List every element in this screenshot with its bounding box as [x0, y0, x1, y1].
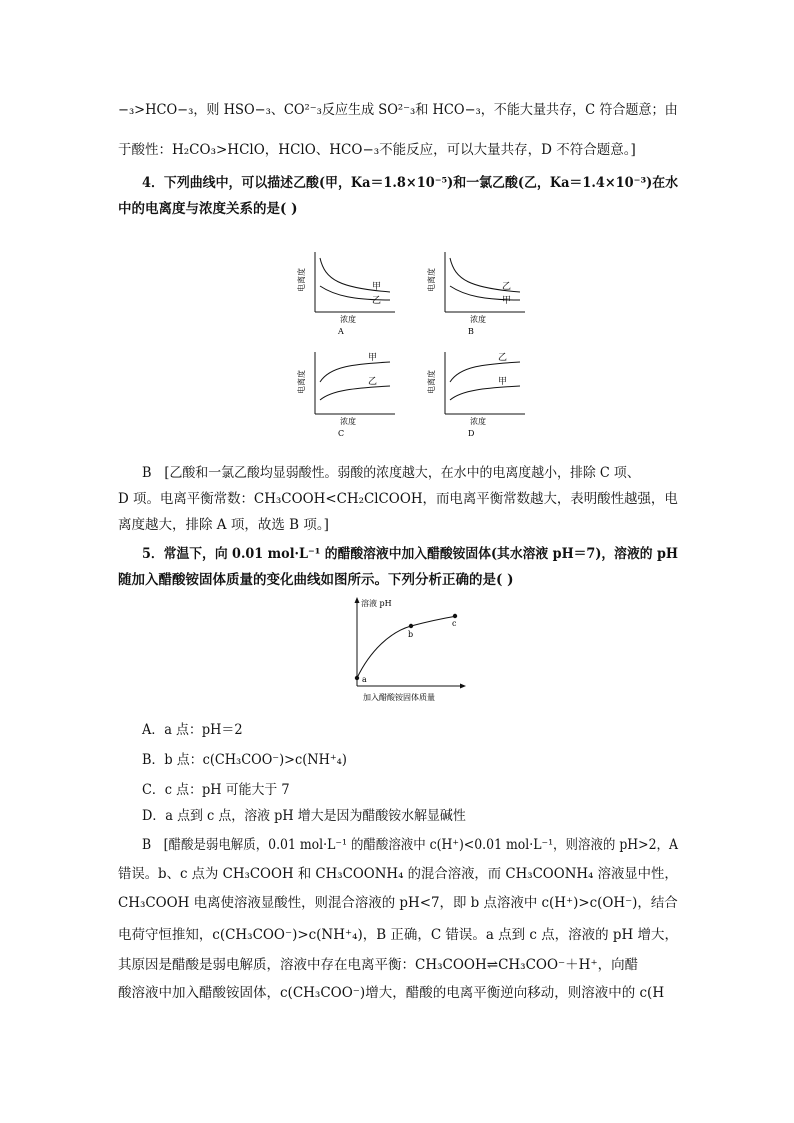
chart-d-ylabel: 电离度	[427, 370, 436, 394]
ph-chart-xlabel: 加入醋酸铵固体质量	[363, 693, 435, 702]
chart-d-curve-lower	[450, 386, 520, 400]
chart-a-title: A	[338, 327, 344, 336]
chart-d-xlabel: 浓度	[470, 417, 486, 426]
answer-4-line-2: D 项。电离平衡常数：CH₃COOH<CH₂ClCOOH，而电离平衡常数越大，表明酸性越强，电	[118, 491, 678, 507]
chart-c-series-2-label: 乙	[368, 377, 378, 387]
option-c: C．c 点：pH 可能大于 7	[142, 782, 290, 798]
answer-5-line-3: CH₃COOH 电离使溶液显酸性，则混合溶液的 pH<7，即 b 点溶液中 c(H⁺)>c(OH⁻)，结合	[118, 895, 678, 911]
chart-d-curve-upper	[450, 362, 520, 382]
answer-5-line-1: B [醋酸是弱电解质，0.01 mol·L⁻¹ 的醋酸溶液中 c(H⁺)<0.01 mol·L⁻¹，则溶液的 pH>2，A	[142, 837, 679, 853]
point-c-label: c	[452, 619, 457, 628]
chart-b-series-2-label: 甲	[502, 296, 512, 306]
option-a: A．a 点：pH＝2	[142, 722, 243, 738]
text-line-2: 于酸性：H₂CO₃>HClO，HClO、HCO−₃不能反应，可以大量共存，D 不符合题意。]	[118, 142, 636, 158]
answer-4-line-1: B [乙酸和一氯乙酸均显弱酸性。弱酸的浓度越大，在水中的电离度越小，排除 C 项、	[142, 465, 640, 481]
chart-b-series-1-label: 乙	[502, 282, 512, 292]
answer-5-line-5: 其原因是醋酸是弱电解质，溶液中存在电离平衡：CH₃COOH⇌CH₃COO⁻＋H⁺，向醋	[118, 957, 639, 973]
chart-c-curve-lower	[320, 386, 390, 400]
chart-c-xlabel: 浓度	[340, 417, 356, 426]
point-c	[453, 614, 457, 618]
point-a-label: a	[362, 675, 367, 684]
figure-q4-graphs	[285, 240, 535, 455]
answer-4-line-3: 离度越大，排除 A 项，故选 B 项。]	[118, 517, 329, 533]
figure-q5-ph-chart	[345, 596, 475, 712]
chart-c-series-1-label: 甲	[368, 353, 378, 363]
chart-d-title: D	[468, 429, 475, 438]
option-d: D．a 点到 c 点，溶液 pH 增大是因为醋酸铵水解显碱性	[142, 808, 466, 824]
chart-c-curve-upper	[320, 362, 390, 382]
chart-b-ylabel: 电离度	[427, 268, 436, 292]
question-4-line-2: 中的电离度与浓度关系的是( )	[118, 201, 298, 217]
answer-5-line-4: 电荷守恒推知，c(CH₃COO⁻)>c(NH⁺₄)，B 正确，C 错误。a 点到 c 点，溶液的 pH 增大，	[118, 927, 678, 943]
chart-c-title: C	[338, 429, 345, 438]
question-5-line-2: 随加入醋酸铵固体质量的变化曲线如图所示。下列分析正确的是( )	[118, 572, 514, 588]
chart-a-xlabel: 浓度	[340, 315, 356, 324]
chart-d-series-2-label: 甲	[498, 377, 508, 387]
chart-c-ylabel: 电离度	[297, 370, 306, 394]
chart-d-series-1-label: 乙	[498, 353, 508, 363]
chart-a-series-2-label: 乙	[372, 296, 382, 306]
answer-5-line-6: 酸溶液中加入醋酸铵固体，c(CH₃COO⁻)增大，醋酸的电离平衡逆向移动，则溶液中的 c(H	[118, 985, 665, 1001]
chart-a-series-1-label: 甲	[372, 282, 382, 292]
point-b-label: b	[408, 630, 414, 639]
chart-a-ylabel: 电离度	[297, 268, 306, 292]
text-line-1: −₃>HCO−₃，则 HSO−₃、CO²⁻₃反应生成 SO²⁻₃和 HCO−₃，不能大量共存，C 符合题意；由	[118, 102, 678, 118]
point-a	[355, 676, 359, 680]
question-4-line-1: 4．下列曲线中，可以描述乙酸(甲，Ka＝1.8×10⁻⁵)和一氯乙酸(乙，Ka＝1.4×10⁻³)在水	[142, 175, 679, 191]
answer-5-line-2: 错误。b、c 点为 CH₃COOH 和 CH₃COONH₄ 的混合溶液，而 CH₃COONH₄ 溶液显中性，	[118, 866, 678, 882]
point-b	[409, 624, 413, 628]
option-b: B．b 点：c(CH₃COO⁻)>c(NH⁺₄)	[142, 752, 347, 768]
chart-b-title: B	[468, 327, 474, 336]
ph-chart-ylabel: 溶液 pH	[361, 599, 392, 608]
ph-curve	[357, 616, 457, 678]
chart-b-xlabel: 浓度	[470, 315, 486, 324]
question-5-line-1: 5．常温下，向 0.01 mol·L⁻¹ 的醋酸溶液中加入醋酸铵固体(其水溶液 pH＝7)，溶液的 pH	[142, 546, 678, 562]
